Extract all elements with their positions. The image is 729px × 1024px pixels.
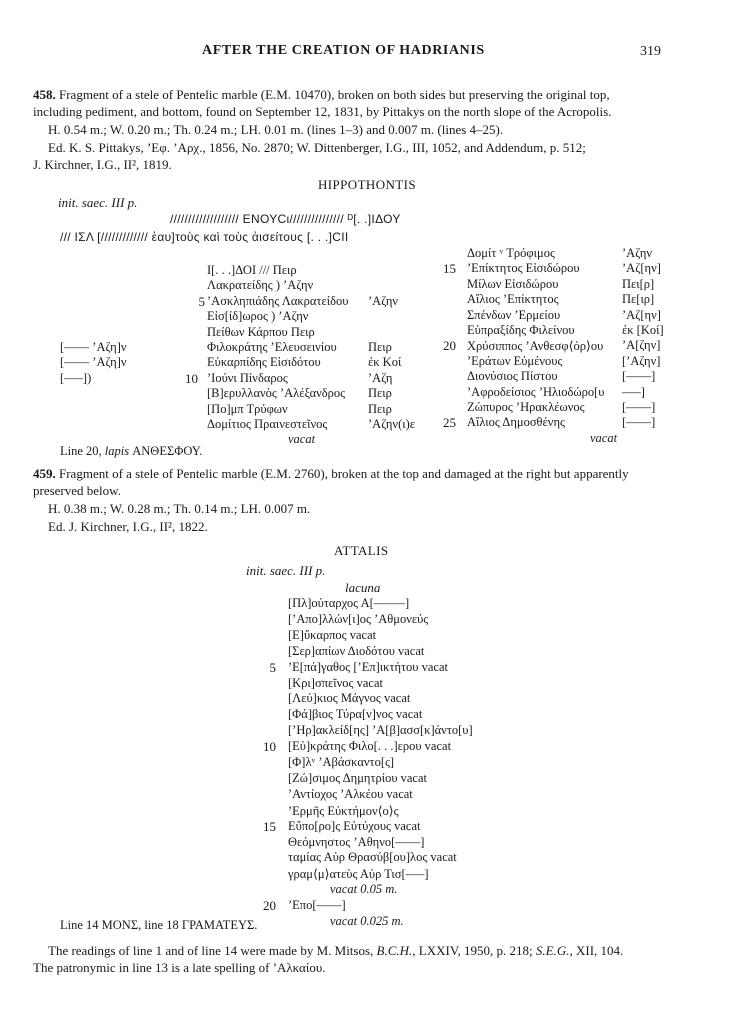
inscription-line: [Λεύ]κιος Μάγνος vacat (288, 691, 411, 706)
note-458-italic: lapis (104, 444, 130, 458)
entry-458-description-2: including pediment, and bottom, found on September 12, 1831, by Pittakys on the north slope of the Acropolis. (33, 104, 612, 119)
entry-459-note: Line 14 ΜΟΝΣ, line 18 ΓΡΑΜΑΤΕΥΣ. (60, 918, 258, 932)
right-column-deme: [’Αζην] (622, 353, 661, 368)
middle-column-name: Εἰσ[ίδ]ωρος ) ’Αζην (207, 309, 309, 324)
inscription-line: Εὔπο[ρο]ς Εὐτύχους vacat (288, 818, 421, 833)
right-column-name: ’Εράτων Εὐμένους (467, 353, 563, 368)
entry-458-edition-1: Ed. K. S. Pittakys, ’Εφ. ’Αρχ., 1856, No. 2870; W. Dittenberger, I.G., III, 1052, and Addendum, p. 512; (48, 140, 586, 155)
right-column-deme: Πει[ρ] (622, 276, 655, 291)
line-number: 20 (263, 898, 276, 914)
middle-column-name: Λακρατείδης ) ’Αζην (207, 278, 314, 293)
right-column-name: Διονύσιος Πίστου (467, 369, 558, 384)
line-number: 20 (443, 338, 456, 354)
inscription-458-line-2: /// ΙΣΛ [///////////// ἑαυ]τοὺς καὶ τοὺς ἀισείτους [. . .]ϹΙΙ (60, 230, 349, 244)
right-column-deme: ἐκ [Κοί] (622, 323, 664, 337)
running-title: AFTER THE CREATION OF HADRIANIS (202, 43, 485, 58)
line-number: 10 (185, 370, 198, 386)
entry-459-description-1 (33, 465, 629, 482)
commentary-line-1 (48, 942, 623, 959)
left-column-line: [–––]) (60, 370, 92, 385)
line-number: 25 (443, 415, 456, 431)
entry-458-tribe: HIPPOTHONTIS (318, 177, 416, 192)
inscription-line: ’Ε[πά]γαθος [’Επ]ικτήτου vacat (288, 659, 448, 674)
entry-459-edition: Ed. J. Kirchner, I.G., II², 1822. (48, 519, 208, 534)
left-column-line: [–––– ’Αζη]ν (60, 340, 127, 354)
middle-column-name: Φιλοκράτης ’Ελευσεινίου (207, 340, 337, 354)
entry-459-lacuna: lacuna (345, 580, 381, 595)
entry-459-description-2: preserved below. (33, 483, 121, 498)
middle-column-deme: Πειρ (368, 340, 392, 354)
inscription-line: [’Απο]λλών[ι]ος ’Αθμονεύς (288, 611, 429, 626)
right-column-name: Χρύσιππος ’Ανθεσφ⟨όρ⟩ου (467, 339, 604, 354)
middle-column-name: vacat (288, 432, 316, 447)
commentary-seg: S.E.G. (535, 943, 570, 958)
middle-column-name: ’Ασκληπιάδης Λακρατείδου (207, 293, 349, 308)
page-number: 319 (640, 44, 661, 59)
entry-459-date: init. saec. III p. (246, 563, 326, 578)
middle-column-name: ’Ιούνι Πίνδαρος (207, 370, 288, 385)
middle-column-name: Εὐκαρπίδης Εἰσιδότου (207, 355, 321, 370)
inscription-line: [Φ]λᵛ ’Αβάσκαντο[ς] (288, 755, 395, 769)
line-number: 15 (263, 818, 276, 834)
commentary-line-2: The patronymic in line 13 is a late spelling of ’Αλκαίου. (33, 960, 326, 975)
right-column-name: Αἴλιος ’Επίκτητος (467, 292, 559, 307)
entry-459-number: 459. (33, 466, 56, 481)
inscription-line: [Πλ]ούταρχος Α[–––––] (288, 596, 410, 610)
right-column-name: Δομίτ ᵛ Τρόφιμος (467, 246, 555, 260)
right-column-deme: [––––] (622, 415, 656, 430)
inscription-line: ’Επο[––––] (288, 898, 346, 913)
entry-458-date: init. saec. III p. (58, 195, 138, 210)
note-458-caps: ΑΝΘΕΣΦΟΥ. (129, 444, 203, 458)
right-column-name: vacat (590, 430, 618, 445)
inscription-line: [Ζώ]σιμος Δημητρίου vacat (288, 770, 427, 785)
right-column-deme: ’Α[ζην] (622, 338, 661, 353)
inscription-line: [Φά]βιος Τύρα[ν]νος vacat (288, 707, 423, 722)
entry-459-desc-text: Fragment of a stele of Pentelic marble (E.M. 2760), broken at the top and damaged at the right but apparently (55, 466, 629, 481)
entry-458-description-1 (33, 86, 610, 103)
right-column-deme: Πε[ιρ] (622, 292, 655, 307)
right-column-name: ’Επίκτητος Εἰσιδώρου (467, 261, 580, 276)
entry-458-edition-2: J. Kirchner, I.G., II², 1819. (33, 157, 172, 172)
right-column-name: Αἴλιος Δημοσθένης (467, 415, 565, 430)
commentary-text-c: , LXXIV, 1950, p. 218; (412, 943, 536, 958)
commentary-text-e: , XII, 104. (569, 943, 624, 958)
entry-458-number: 458. (33, 87, 56, 102)
left-column-line: [–––– ’Αζη]ν (60, 355, 127, 370)
line-number: 10 (263, 739, 276, 755)
inscription-line: vacat 0.025 m. (330, 914, 404, 928)
middle-column-deme: Πειρ (368, 401, 392, 416)
right-column-deme: –––] (622, 384, 645, 399)
inscription-line: ’Αντίοχος ’Αλκέου vacat (288, 786, 413, 801)
note-458-prefix: Line 20, (60, 444, 105, 458)
middle-column-deme: Πειρ (368, 386, 392, 401)
right-column-name: Ζώπυρος ’Ηρακλέωνος (467, 400, 585, 414)
inscription-line: γραμ⟨μ⟩ατεὺς Αὐρ Τισ[–––] (288, 867, 429, 882)
middle-column-deme: ’Αζη (368, 370, 393, 385)
entry-459-tribe: ATTALIS (334, 543, 389, 558)
inscription-line: [Κρι]σπεῖνος vacat (288, 675, 383, 690)
inscription-458-line-1: /////////////////// ΕΝΟΥϹι/////////////// ᴰ[. .]ΙΔΟΥ (170, 212, 401, 226)
line-number: 5 (269, 659, 276, 675)
inscription-line: [Εὐ]κράτης Φιλο[. . .]ερου vacat (288, 739, 452, 754)
right-column-name: Μίλων Εἰσιδώρου (467, 276, 559, 291)
inscription-line: [’Ηρ]ακλείδ[ης] ’Α[β]ασσ[κ]άντο[υ] (288, 723, 473, 738)
line-number: 5 (198, 293, 205, 309)
commentary-bch: B.C.H. (376, 943, 413, 958)
right-column-deme: ’Αζ[ην] (622, 307, 661, 322)
inscription-line: ’Ερμῆς Εὐκτήμον⟨ο⟩ς (288, 803, 399, 818)
right-column-name: Εὐπραξίδης Φιλείνου (467, 323, 575, 337)
middle-column-deme: ’Αζην(ι)ε (368, 417, 416, 431)
inscription-line: Θεόμνηστος ’Αθηνο[––––] (288, 834, 425, 849)
right-column-name: Σπένδων ’Ερμείου (467, 307, 561, 322)
right-column-deme: ’Αζ[ην] (622, 261, 661, 276)
inscription-line: [Σερ]απίων Διοδότου vacat (288, 643, 425, 658)
middle-column-name: Ι[. . .]ΔΟΙ /// Πειρ (207, 263, 297, 277)
middle-column-deme: ’Αζην (368, 293, 399, 308)
right-column-deme: [––––] (622, 400, 656, 414)
entry-458-dimensions: H. 0.54 m.; W. 0.20 m.; Th. 0.24 m.; LH. 0.01 m. (lines 1–3) and 0.007 m. (lines 4–25). (48, 122, 504, 137)
middle-column-name: Δομίτιος Πραινεστεῖνος (207, 417, 328, 431)
right-column-deme: ’Αζην (622, 246, 653, 260)
inscription-line: [Ε]ὔκαρπος vacat (288, 627, 377, 642)
entry-458-note (60, 444, 202, 459)
entry-459-dimensions: H. 0.38 m.; W. 0.28 m.; Th. 0.14 m.; LH. 0.007 m. (48, 501, 311, 516)
middle-column-name: Πείθων Κάρπου Πειρ (207, 324, 315, 339)
middle-column-name: [Πο]μπ Τρύφων (207, 401, 288, 416)
inscription-line: ταμίας Αὐρ Θρασύβ[ου]λος vacat (288, 850, 457, 865)
inscription-line: vacat 0.05 m. (330, 882, 398, 897)
right-column-name: ’Αφροδείσιος ’Ηλιοδώρο[υ (467, 384, 605, 399)
entry-458-desc-text: Fragment of a stele of Pentelic marble (E.M. 10470), broken on both sides but preserving the original top, (55, 87, 610, 102)
middle-column-deme: ἐκ Κοί (368, 355, 402, 370)
line-number: 15 (443, 261, 456, 277)
middle-column-name: [Β]ερυλλανὸς ’Αλέξανδρος (207, 386, 346, 401)
right-column-deme: [––––] (622, 369, 656, 384)
commentary-text-a: The readings of line 1 and of line 14 were made by M. Mitsos, (48, 943, 377, 958)
